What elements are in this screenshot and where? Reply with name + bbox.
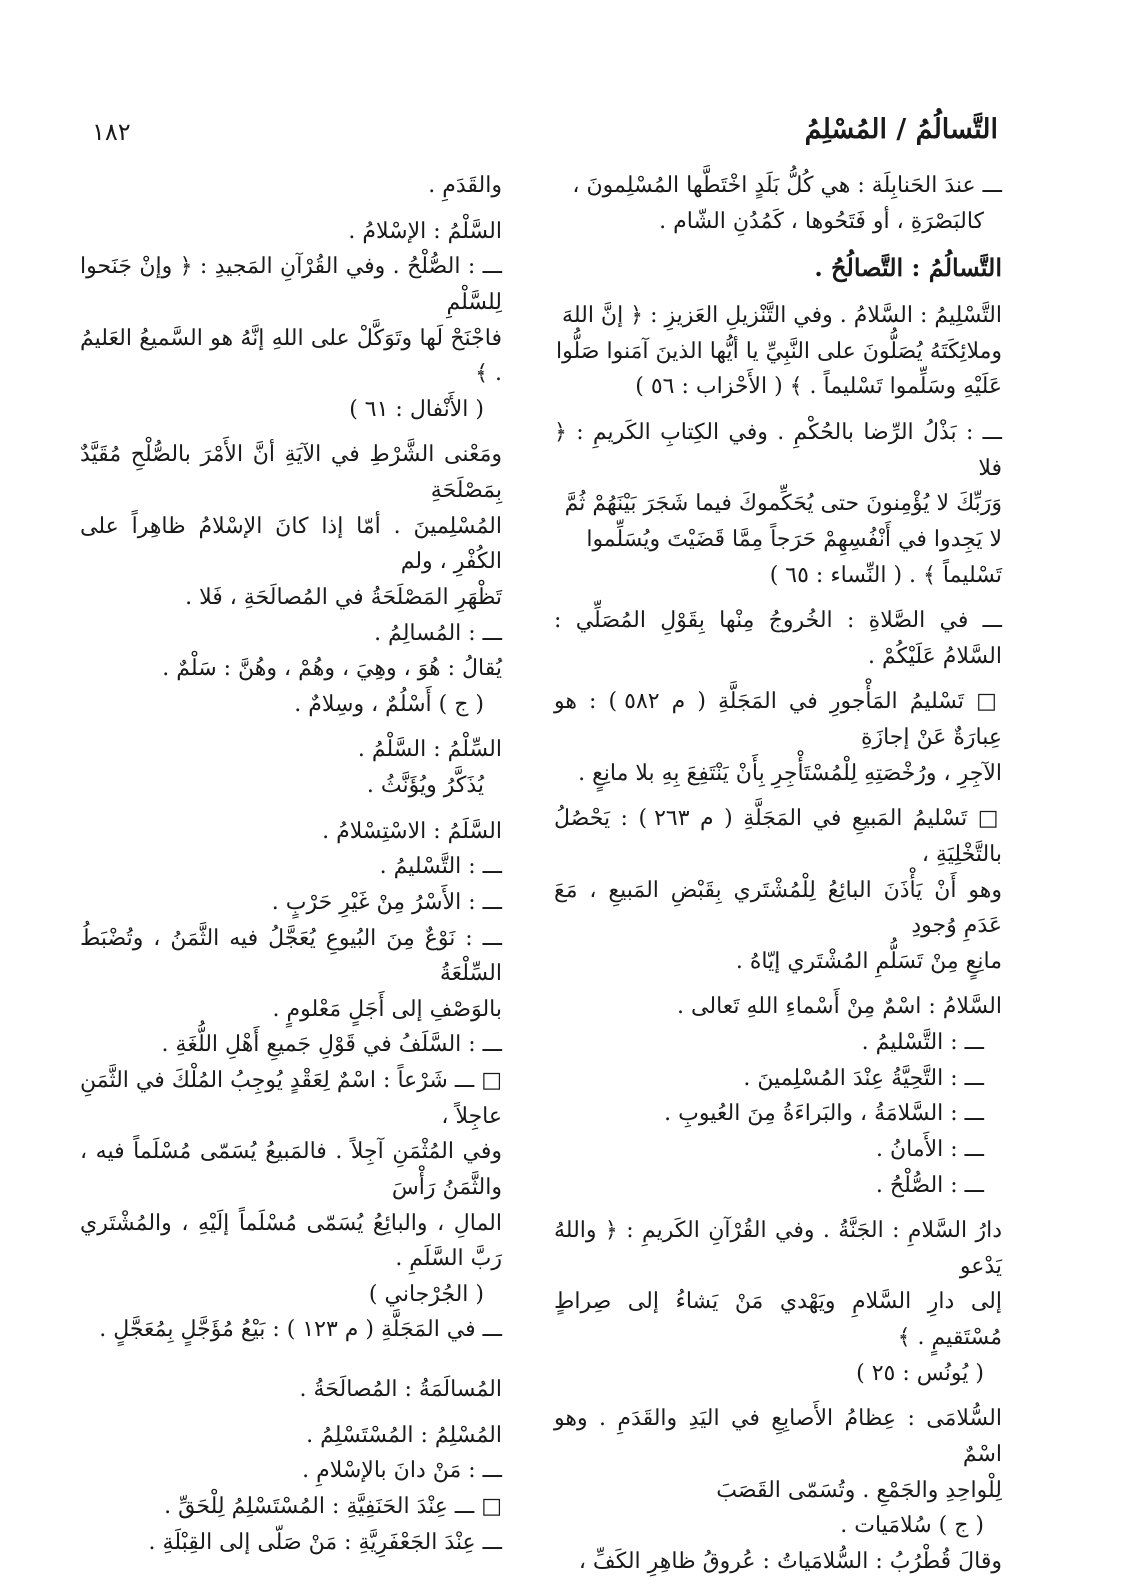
entry-paragraph <box>80 437 502 722</box>
headword-line: □ تَسْليمُ المَبيعِ في المَجَلَّةِ ( م ٢٦٣ ) : يَحْصُلُ بالتَّخْلِيَةِ ، <box>554 806 1002 867</box>
spacer <box>80 1358 502 1372</box>
entry-paragraph <box>80 1372 502 1408</box>
text-line: ( ج ) سُلامَيات . <box>840 1513 984 1539</box>
entry-paragraph <box>80 214 502 428</box>
entry-paragraph <box>554 684 1002 791</box>
text-line: فاجْنَحْ لَها وتَوَكَّلْ على اللهِ إنَّهُ هو السَّميعُ العَليمُ . ﴾ <box>80 325 502 387</box>
text-line: لِلْواحِدِ والجَمْعِ . وتُسَمّى القَصَبَ <box>716 1477 1002 1503</box>
text-line: ـــ : الصُّلْحُ . وفي القُرْآنِ المَجيدِ : ﴿ وإنْ جَنَحوا لِلسَّلْمِ <box>80 254 502 315</box>
text-line: يُذَكَّرُ ويُؤَنَّثُ . <box>366 773 484 798</box>
entry-paragraph <box>80 814 502 1348</box>
headword-line: السِّلْمُ : السَّلْمُ . <box>357 737 502 763</box>
entry-paragraph <box>554 298 1002 405</box>
text-line: وقالَ قُطْرُبُ : السُّلامَياتُ : عُروقُ ظاهِرِ الكَفِّ ، <box>578 1548 1002 1574</box>
page-number: ١٨٢ <box>92 118 131 146</box>
text-line: بالوَصْفِ إلى أَجَلٍ مَعْلومٍ . <box>272 996 502 1022</box>
text-line: ( الأَنْفال : ٦١ ) <box>349 396 484 422</box>
text-line: ـــ عندَ الحَنابِلَة : هي كُلُّ بَلَدٍ اخْتَطَّها المُسْلِمونَ ، <box>572 173 1002 198</box>
entry-paragraph <box>554 249 1002 288</box>
text-line: وَرَبِّكَ لا يُؤْمِنونَ حتى يُحَكِّموكَ فيما شَجَرَ بَيْنَهُمْ ثُمَّ <box>564 491 1002 517</box>
text-line: ـــ : بَذْلُ الرِّضا بالحُكْمِ . وفي الكِتابِ الكَريمِ : ﴿ فلا <box>554 420 1002 481</box>
text-line: ـــ : التَّسْليمُ . <box>861 1030 984 1055</box>
text-line: ـــ : المُسالِمُ . <box>374 620 502 646</box>
entry-paragraph <box>80 168 502 204</box>
text-line: مانِعٍ مِنْ تَسَلُّمِ المُشْتَري إيّاهُ . <box>735 948 1002 974</box>
text-line: تَظْهَرِ المَصْلَحَةُ في المُصالَحَةِ ، فَلا . <box>185 584 502 610</box>
text-line: وفي المُثْمَنِ آجِلاً . فالمَبيعُ يُسَمّى مُسْلَماً فيه ، والثَّمَنُ رَأْسَ <box>80 1139 502 1200</box>
text-line: إلى دارِ السَّلامِ ويَهْدي مَنْ يَشاءُ إلى صِراطٍ مُسْتَقيمٍ . ﴾ <box>554 1289 1002 1350</box>
text-line: يُقالُ : هُوَ ، وهِيَ ، وهُمْ ، وهُنَّ : سَلْمٌ . <box>162 656 502 682</box>
text-line: ـــ : السَّلامَةُ ، والبَراءَةُ مِنَ العُيوبِ . <box>664 1101 984 1127</box>
text-line: وملائِكَتَهُ يُصَلُّونَ على النَّبِيِّ يا أيُّها الذينَ آمَنوا صَلُّوا <box>556 338 1002 364</box>
entry-paragraph <box>554 1213 1002 1391</box>
entry-paragraph <box>554 1401 1002 1579</box>
entry-paragraph <box>554 801 1002 979</box>
text-line: ـــ في الصَّلاةِ : الخُروجُ مِنْها بِقَوْلِ المُصَلِّي : السَّلامُ عَلَيْكُمْ . <box>554 608 1002 669</box>
headword-line: التَّسالُمُ : التَّصالُحُ . <box>814 253 1002 283</box>
text-line: ـــ في المَجَلَّةِ ( م ١٢٣ ) : بَيْعُ مُؤَجَّلٍ بِمُعَجَّلٍ . <box>99 1317 502 1343</box>
headword-line: المُسالَمَةُ : المُصالَحَةُ . <box>299 1377 502 1402</box>
entry-paragraph <box>554 168 1002 239</box>
text-line: وهو أَنْ يَأْذَنَ البائِعُ لِلْمُشْتَري بِقَبْضِ المَبيعِ ، مَعَ عَدَمِ وُجودِ <box>554 877 1002 939</box>
text-line: ـــ : الأَسْرُ مِنْ غَيْرِ حَرْبٍ . <box>271 889 502 915</box>
headword-line: السُّلامَى : عِظامُ الأَصابِعِ في اليَدِ والقَدَمِ . وهو اسْمٌ <box>554 1406 1002 1467</box>
headword-line: □ تَسْليمُ المَأْجورِ في المَجَلَّةِ ( م ٥٨٢ ) : هو عِبارَةٌ عَنْ إجازَةِ <box>554 689 1003 750</box>
headword-line: السَّلامُ : اسْمٌ مِنْ أَسْماءِ اللهِ تَعالى . <box>677 994 1002 1020</box>
headword-line: السَّلَمُ : الاسْتِسْلامُ . <box>322 818 502 844</box>
headword-line: دارُ السَّلامِ : الجَنَّةُ . وفي القُرْآنِ الكَريمِ : ﴿ واللهُ يَدْعو <box>554 1218 1002 1279</box>
headword-line: المُسْلِمُ : المُسْتَسْلِمُ . <box>306 1422 502 1448</box>
entry-paragraph <box>80 1418 502 1561</box>
text-line: تَسْليماً ﴾ . ( النِّساء : ٦٥ ) <box>769 562 1002 588</box>
headword-line: التَّسْلِيمُ : السَّلامُ . وفي التَّنْزيلِ العَزيزِ : ﴿ إنَّ اللهَ <box>562 303 1002 329</box>
text-line: المُسْلِمينَ . أمّا إذا كانَ الإسْلامُ ظاهِراً على الكُفْرِ ، ولم <box>80 513 502 575</box>
text-line: لا يَجِدوا في أَنْفُسِهِمْ حَرَجاً مِمَّا قَضَيْتَ ويُسَلِّموا <box>586 526 1002 552</box>
text-line: ( ج ) أَسْلُمٌ ، وسِلامٌ . <box>294 691 484 717</box>
headword-line: السَّلْمُ : الإسْلامُ . <box>348 218 502 244</box>
entry-paragraph <box>80 732 502 803</box>
text-line: ـــ : التَّحِيَّةُ عِنْدَ المُسْلِمينَ . <box>743 1065 984 1091</box>
text-line: □ ـــ شَرْعاً : اسْمٌ لِعَقْدٍ يُوجِبُ المُلْكَ في الثَّمَنِ عاجِلاً ، <box>80 1068 502 1129</box>
text-line: □ ـــ عِنْدَ الحَنَفِيَّةِ : المُسْتَسْلِمُ لِلْحَقِّ . <box>164 1493 502 1519</box>
text-line: ـــ : مَنْ دانَ بالإسْلامِ . <box>302 1458 502 1484</box>
text-line: ( يُونُس : ٢٥ ) <box>856 1360 984 1386</box>
text-line: ( الجُرْجاني ) <box>368 1281 484 1307</box>
text-line: ـــ : السَّلَفُ في قَوْلِ جَميعِ أَهْلِ اللُّغَةِ . <box>161 1032 502 1058</box>
entry-paragraph <box>554 415 1002 593</box>
text-line: والقَدَمِ . <box>428 173 502 198</box>
running-head: التَّسالُمُ / المُسْلِمُ <box>804 114 998 145</box>
left-column <box>80 168 502 1570</box>
text-line: ـــ : الأَمانُ . <box>875 1136 984 1162</box>
text-line: عَلَيْهِ وسَلِّموا تَسْليماً . ﴾ ( الأَحْزاب : ٥٦ ) <box>635 374 1002 400</box>
text-line: الآجِرِ ، ورُخْصَتِهِ لِلْمُسْتَأْجِرِ بِأَنْ يَنْتَفِعَ بِهِ بلا مانِعٍ . <box>578 760 1002 786</box>
right-column <box>554 168 1002 1589</box>
entry-paragraph <box>554 989 1002 1203</box>
text-line: كالبَصْرَةِ ، أو فَتَحُوها ، كَمُدُنِ الشّام . <box>659 208 984 234</box>
text-line: ومَعْنى الشَّرْطِ في الآيَةِ أنَّ الأَمْرَ بالصُّلْحِ مُقَيَّدٌ بِمَصْلَحَةِ <box>80 442 502 503</box>
text-line: المالِ ، والبائِعُ يُسَمّى مُسْلَماً إلَيْهِ ، والمُشْتَري رَبَّ السَّلَمِ . <box>80 1210 502 1272</box>
text-line: ـــ : الصُّلْحُ . <box>875 1172 984 1198</box>
text-line: ـــ عِنْدَ الجَعْفَرِيَّةِ : مَنْ صَلّى إلى القِبْلَةِ . <box>148 1529 502 1555</box>
text-line: ـــ : نَوْعٌ مِنَ البُيوعِ يُعَجَّلُ فيه الثَّمَنُ ، وتُضْبَطُ السِّلْعَةُ <box>80 925 502 987</box>
text-line: ـــ : التَّسْليمُ . <box>379 854 502 880</box>
entry-paragraph <box>554 603 1002 674</box>
